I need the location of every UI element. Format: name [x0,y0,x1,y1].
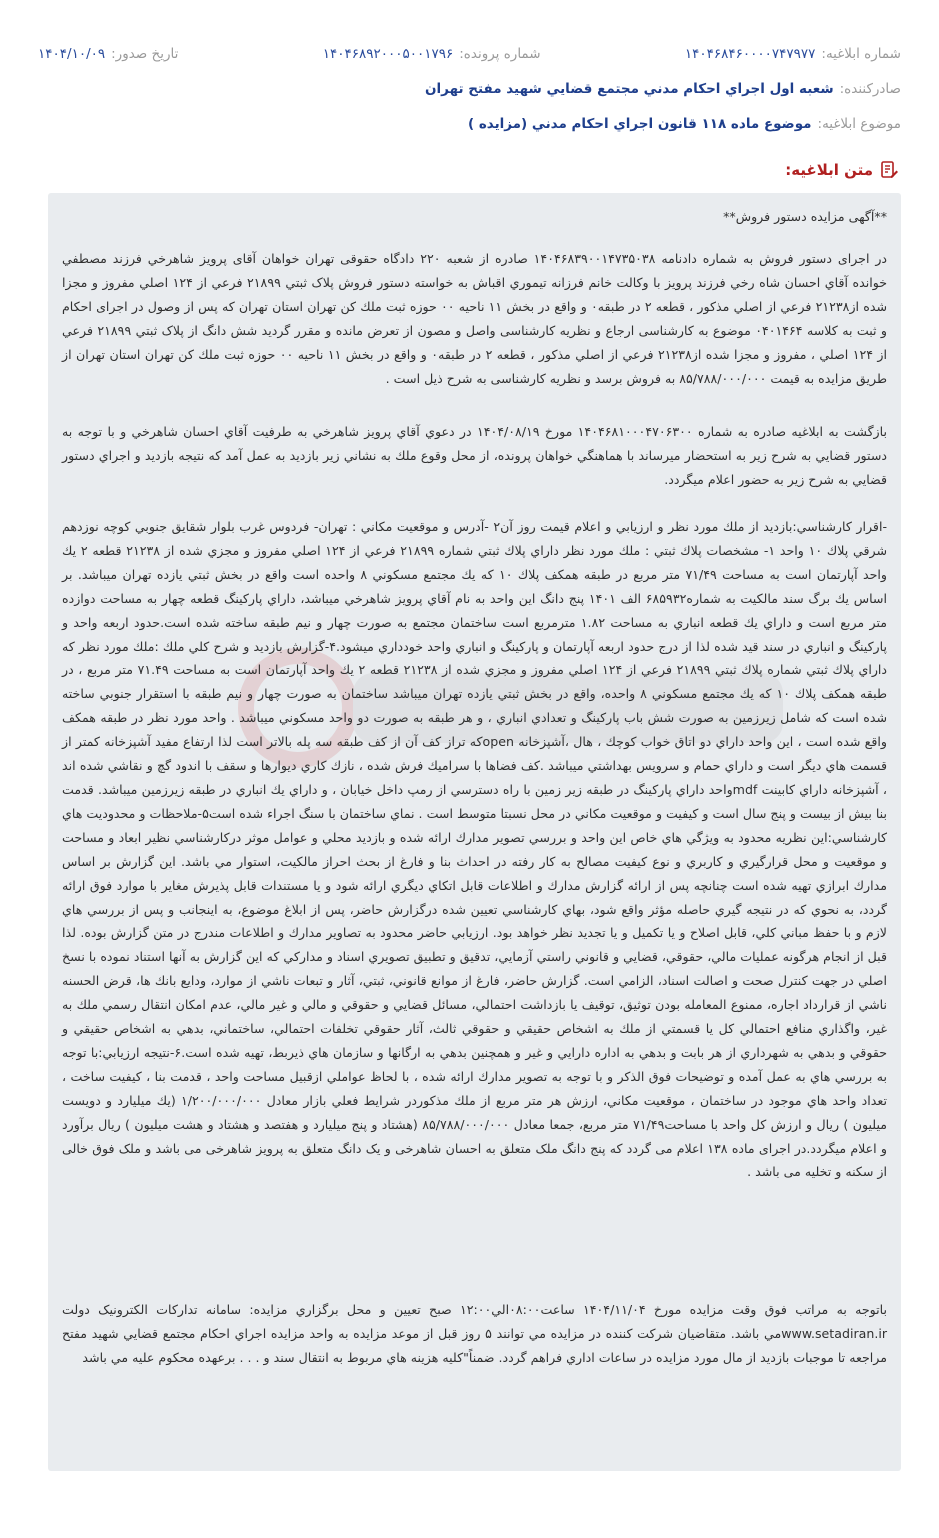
issue-date-label: تاريخ صدور: [111,46,179,62]
issue-date-value: ۱۴۰۴/۱۰/۰۹ [38,46,106,62]
meta-row-issuer [38,81,901,97]
notice-paragraph-1: در اجرای دستور فروش به شماره دادنامه ۱۴۰۴۶۸۳۹۰۰۱۴۷۳۵۰۳۸ صادره از شعبه ۲۲۰ دادگاه حقوقی تهران خواهان آقای پرويز شاهرخي فرزند مصطفي خوانده آقاي احسان شاه رخي فرزند پرويز با وکالت خانم فرزانه تيموري اقباش به خواسته دستور فروش پلاک ثبتي ۲۱۸۹۹ فرعي از ۱۲۴ اصلي مفروز و مجزا شده از۲۱۲۳۸ فرعي از اصلي مذکور ، قطعه ۲ در طبقه۰ و واقع در بخش ۱۱ ناحيه ۰۰ حوزه ثبت ملك كن تهران استان تهران که پس از وصول در اجرای احکام و ثبت به کلاسه ۰۴۰۱۴۶۴ موضوع به کارشناسی ارجاع و نظریه کارشناسی واصل و مصون از تعرض مانده و مقرر گردید شش دانگ از پلاک ثبتي ۲۱۸۹۹ فرعي از ۱۲۴ اصلي ، مفروز و مجزا شده از۲۱۲۳۸ فرعي از اصلي مذکور ، قطعه ۲ در طبقه۰ و واقع در بخش ۱۱ ناحيه ۰۰ حوزه ثبت ملك كن تهران استان تهران از طریق مزایده به قیمت ۸۵/۷۸۸/۰۰۰/۰۰۰ به فروش برسد و نظریه کارشناسی به شرح ذیل است . [62,251,888,386]
case-number-value: ۱۴۰۴۶۸۹۲۰۰۰۵۰۰۱۷۹۶ [322,46,454,62]
notice-number [685,46,901,62]
issue-date [38,46,178,62]
notice-paragraph-4: باتوجه به مراتب فوق وقت مزايده مورخ ۱۴۰۴/۱۱/۰۴ ساعت۰۸:۰۰الي۱۲:۰۰ صبح تعيين و محل برگزاري مزايده: سامانه تدارکات الکترونيک دولت www.setadiran.irمي باشد. متقاضيان شرکت کننده در مزايده مي توانند ۵ روز قبل از موعد مزايده به واحد مزايده اجراي احکام مجتمع قضايي شهيد مفتح مراجعه تا موجبات بازديد از مال مورد مزايده در ساعات اداري فراهم گردد. ضمناً"کليه هزينه هاي مربوط به انتقال سند و . . . برعهده محکوم عليه مي باشد [62,1302,887,1365]
notice-text-box [48,193,901,1471]
case-number-label: شماره پرونده: [459,46,541,62]
notice-text-header [785,160,899,180]
meta-row-subject [38,116,901,132]
notice-paragraph-3: -اقرار كارشناسي:بازديد از ملك مورد نظر و ارزيابي و اعلام قيمت روز آن۲ -آدرس و موقعيت مكاني : تهران- فردوس غرب بلوار شقايق جنوبي كوچه نوزدهم شرقي پلاك ۱۰ واحد ۱- مشخصات پلاك ثبتي : ملك مورد نظر داراي پلاك ثبتي شماره ۲۱۸۹۹ فرعي از ۱۲۴ اصلي مفروز و مجزي شده از ۲۱۲۳۸ قطعه ۲ يك واحد آپارتمان است به مساحت ۷۱/۴۹ متر مربع در طبقه همكف پلاك ۱۰ كه يك مجتمع مسكوني ۸ واحده است واقع در بخش ثبتي يازده تهران ميباشد. بر اساس يك برگ سند مالكيت به شماره۶۸۵۹۳۲ الف ۱۴۰۱ پنج دانگ اين واحد به نام آقاي پرويز شاهرخي ميباشد، داراي پاركينگ قطعه چهار به مساحت دوازده متر مربع است و داراي يك قطعه انباري به مساحت ۱.۸۲ مترمربع است ساختمان مجتمع به صورت چهار و نيم طبقه ساخته شده است.حدود اربعه واحد و پاركينگ و انباري در سند قيد شده لذا از درج حدود اربعه آپارتمان و پاركينگ و انباري واحد خودداري ميشود.۴-گزارش بازديد و شرح كلي ملك :ملك مورد نظر كه داراي پلاك ثبتي شماره پلاك ثبتي ۲۱۸۹۹ فرعي از ۱۲۴ اصلي مفروز و مجزي شده از ۲۱۲۳۸ قطعه ۲ يك واحد آپارتمان است به مساحت ۷۱.۴۹ متر مربع ، در طبقه همكف پلاك ۱۰ كه يك مجتمع مسكوني ۸ واحده، واقع در بخش ثبتي يازده تهران ميباشد ساختمان به صورت چهار و نيم طبقه با استقرار جنوبي ساخته شده است كه شامل زيرزمين به صورت شش باب پاركينگ و تعدادي انباري ، و هر طبقه به صورت دو واحد مسكوني ميباشد . واحد مورد نظر در طبقه همكف واقع شده است ، اين واحد داراي دو اتاق خواب كوچك ، هال ،آشپزخانه openكه تراز كف آن از كف طبقه سه پله بالاتر است لذا ارتفاع مفيد آشپزخانه كمتر از قسمت هاي ديگر است و داراي حمام و سرويس بهداشتي ميباشد .كف فضاها با سراميك فرش شده ، نازك كاري ديوارها و سقف با اندود گچ و نقاشي شده اند ، آشپزخانه داراي كابينت mdfواحد داراي پاركينگ در طبقه زير زمين با راه دسترسي از رمپ داخل خيابان ، و داراي يك انباري در طبقه زيرزمين ميباشد. قدمت بنا بيش از بيست و پنج سال است و كيفيت و موقعيت مكاني در محل نسبتا متوسط است . نماي ساختمان با سنگ اجراء شده است۵-ملاحظات و محدوديت هاي كارشناسي:اين نظريه محدود به ويژگي هاي خاص اين واحد و بررسي تصوير مدارك ارائه شده و بازديد محلي و عوامل موثر دركارشناسي نظير ابعاد و مساحت و موقعيت و محل قرارگيري و كاربري و نوع كيفيت مصالح به كار رفته در احداث بنا و فارغ از بحث احراز مالكيت، استوار مي باشد. اين گزارش بر اساس مدارك ابرازي تهيه شده است چنانچه پس از ارائه گزارش مدارك و اطلاعات قابل اتكاي ديگري ارائه شود و يا مستندات قابل پذيرش مغاير با موارد فوق ارائه گردد، به نحوي كه در نتيجه گيري حاصله مؤثر واقع شود، بهاي كارشناسي تعيين شده درگزارش حاضر، پس از ابلاغ موضوع، به اينجانب و پس از بررسي هاي لازم و با حفظ مباني كلي، قابل اصلاح و يا تكميل و يا تجديد نظر خواهد بود. ارزيابي حاضر محدود به تصاوير مدارك و اطلاعات مندرج در متن گزارش بوده. لذا قبل از انجام هرگونه عمليات مالي، حقوقي، قضايي و قانوني راستي آزمايي، تدقيق و تطبيق تصويري اسناد و مداركي كه اين گزارش به آنها استناد نموده با نسخ اصلي در جهت كنترل صحت و اصالت اسناد، الزامي است. گزارش حاضر، فارغ از موانع قانوني، ثبتي، آثار و تبعات ناشي از موارد، ودايع بانك ها، قرض الحسنه ناشي از قرارداد اجاره، ممنوع المعامله بودن توثيق، توقيف يا بازداشت احتمالي، مسائل قضايي و حقوقي و مالي و غير مالي، عدم امكان انتقال رسمي ملك به غير، واگذاري منافع احتمالي كل يا قسمتي از ملك به اشخاص حقيقي و حقوقي ثالث، آثار حقوقي تخلفات احتمالي، ساختماني، بدهي به اشخاص حقيقي و حقوقي و بدهي به شهرداري از هر بابت و بدهي به اداره دارايي و غير و همچنين بدهي به ارگانها و سازمان هاي ذيربط، تهيه شده است.۶-نتيجه ارزيابي:با توجه به بررسي هاي به عمل آمده و توضيحات فوق الذكر و با توجه به تصوير مدارك ارائه شده ، با لحاظ عواملي ازقبيل مساحت واحد ، قدمت بنا ، كيفيت ساخت ، تعداد واحد هاي موجود در ساختمان ، موقعيت مكاني، ارزش هر متر مربع از ملك مذكوردر شرايط فعلي بازار معادل ۱/۲۰۰/۰۰۰/۰۰۰ (يك ميليارد و دويست ميليون ) ريال و ارزش كل واحد با مساحت۷۱/۴۹ متر مربع، جمعا معادل ۸۵/۷۸۸/۰۰۰/۰۰۰ (هشتاد و پنج ميليارد و هفتصد و هشتاد و هشت ميليون ) ريال برآورد و اعلام ميگردد.در اجرای ماده ۱۳۸ اعلام می گردد که پنج دانگ ملک متعلق به احسان شاهرخی و یک دانگ متعلق به پرویز شاهرخی می باشد و ملک فوق خالی از سکنه و تخلیه می باشد . [62,519,888,1180]
document-edit-icon [879,160,899,180]
subject-value: موضوع ماده ۱۱۸ قانون اجراي احکام مدني (مزايده ) [467,116,812,132]
notice-text-title: متن ابلاغيه: [785,161,873,179]
notice-paragraph-2: بازگشت به ابلاغيه صادره به شماره ۱۴۰۴۶۸۱۰۰۰۴۷۰۶۳۰۰ مورخ ۱۴۰۴/۰۸/۱۹ در دعوي آقاي پرويز شاهرخي به طرفيت آقاي احسان شاهرخي و با توجه به دستور قضايي به شرح زير به استحضار ميرساند با هماهنگي خواهان پرونده، از محل وقوع ملك به نشاني زير بازديد به عمل آمد كه نتيجه بازديد و اجراي دستور قضايي به شرح زير به حضور اعلام ميگردد. [62,424,887,487]
notice-heading: **آگهی مزایده دستور فروش** [723,209,887,224]
case-number [323,46,541,62]
meta-row-numbers [38,46,901,62]
notice-number-label: شماره ابلاغيه: [821,46,901,62]
subject-label: موضوع ابلاغيه: [817,116,901,132]
issuer-label: صادرکننده: [839,81,901,97]
issuer-value: شعبه اول اجراي احکام مدني مجتمع قضايي شهيد مفتح تهران [425,81,834,97]
notice-number-value: ۱۴۰۴۶۸۴۶۰۰۰۰۷۴۷۹۷۷ [684,46,816,62]
